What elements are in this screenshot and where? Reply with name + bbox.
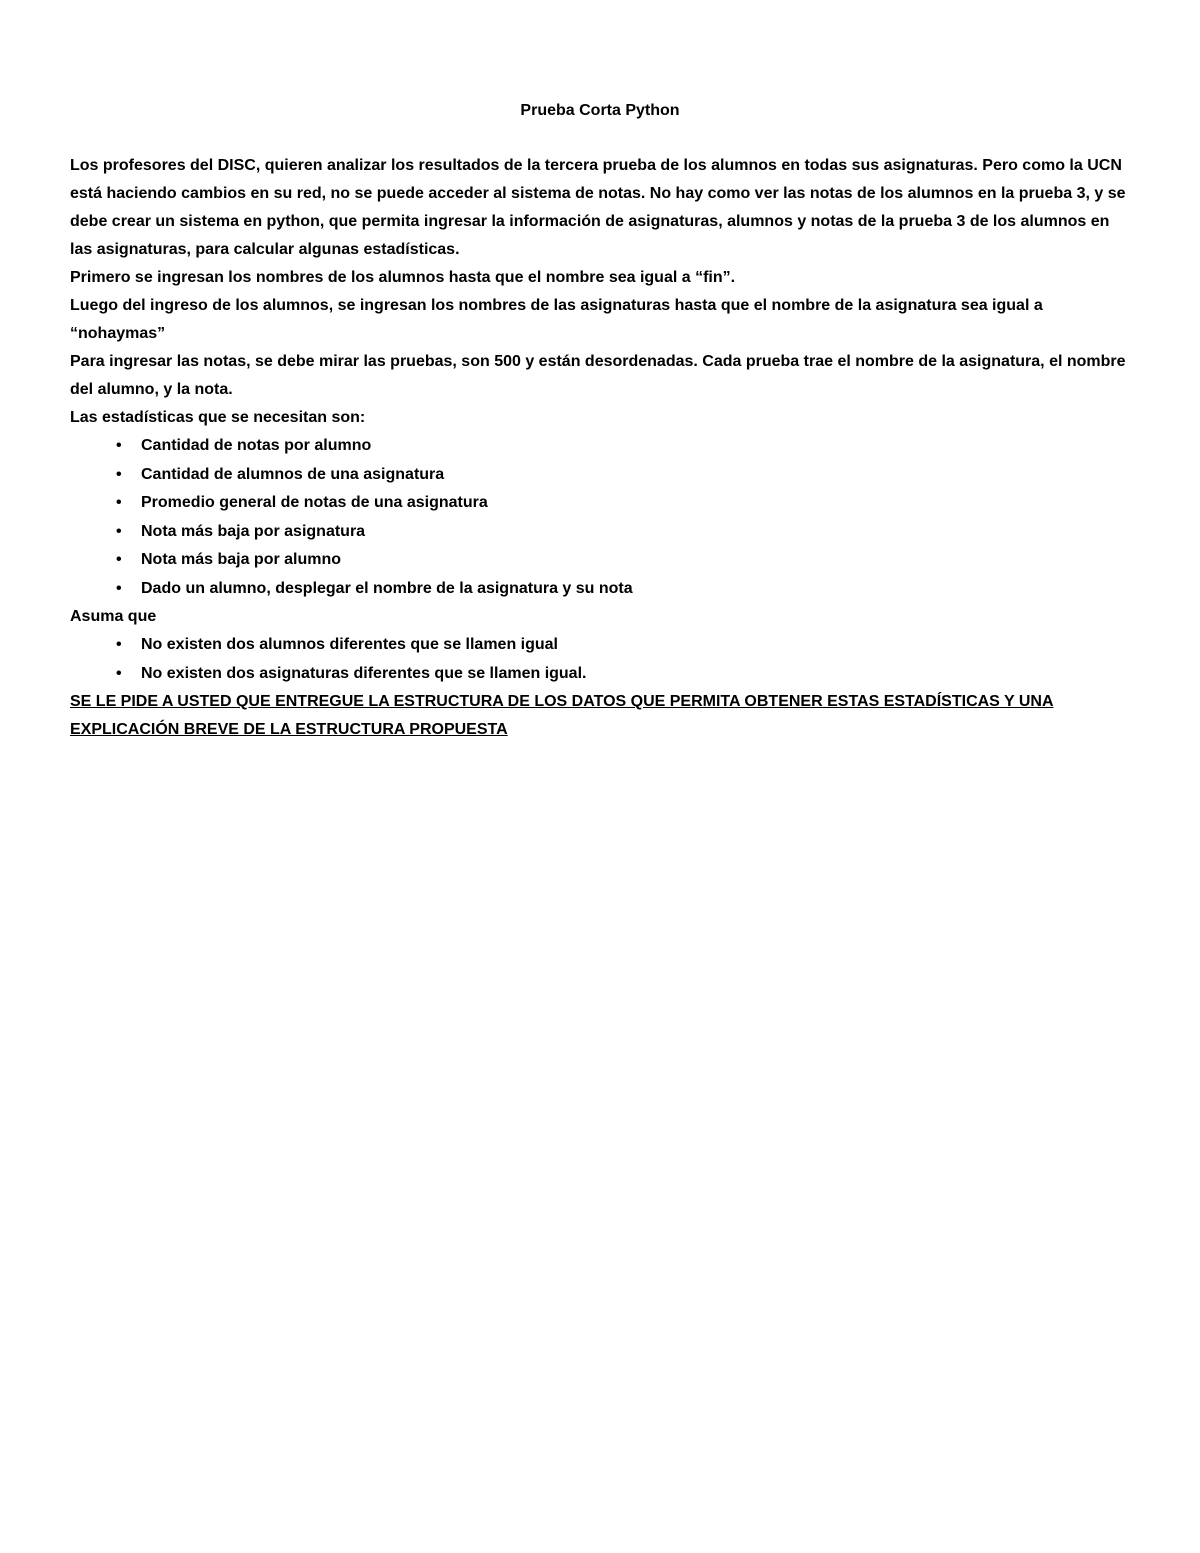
bullet-icon: • [116, 551, 122, 568]
assume-heading: Asuma que [70, 608, 157, 625]
grades-input-paragraph: Para ingresar las notas, se debe mirar las pruebas, son 500 y están desordenadas. Cada prueba trae el nombre de la asignatura, el nombre del alumno, y la nota. [70, 353, 1126, 398]
list-item-text: Nota más baja por alumno [141, 551, 342, 568]
students-input-paragraph: Primero se ingresan los nombres de los alumnos hasta que el nombre sea igual a “fin”. [70, 269, 736, 286]
list-item-text: No existen dos alumnos diferentes que se llamen igual [141, 636, 558, 653]
list-item-text: Promedio general de notas de una asignatura [141, 494, 488, 511]
statistics-list [70, 432, 1135, 603]
intro-paragraph: Los profesores del DISC, quieren analizar los resultados de la tercera prueba de los alumnos en todas sus asignaturas. Pero como la UCN está haciendo cambios en su red, no se puede acceder al sistema de notas. No hay como ver las notas de los alumnos en la prueba 3, y se debe crear un sistema en python, que permita ingresar la información de asignaturas, alumnos y notas de la prueba 3 de los alumnos en las asignaturas, para calcular algunas estadísticas. [70, 157, 1126, 258]
list-item-text: Nota más baja por asignatura [141, 522, 366, 540]
bullet-icon: • [116, 664, 122, 682]
list-item [70, 489, 1135, 518]
task-instruction: SE LE PIDE A USTED QUE ENTREGUE LA ESTRUCTURA DE LOS DATOS QUE PERMITA OBTENER ESTAS ESTADÍSTICAS Y UNA EXPLICACIÓN BREVE DE LA ESTRUCTURA PROPUESTA [70, 693, 1054, 738]
bullet-icon: • [116, 522, 122, 540]
list-item-text: Dado un alumno, desplegar el nombre de la asignatura y su nota [141, 579, 633, 597]
list-item [70, 518, 1135, 547]
list-item [70, 432, 1135, 461]
document-title: Prueba Corta Python [520, 102, 680, 119]
document-body [70, 152, 1135, 744]
list-item-text: No existen dos asignaturas diferentes que se llamen igual. [141, 664, 587, 682]
bullet-icon: • [116, 437, 122, 454]
bullet-icon: • [116, 579, 122, 597]
subjects-input-paragraph: Luego del ingreso de los alumnos, se ingresan los nombres de las asignaturas hasta que el nombre de la asignatura sea igual a “nohaymas” [70, 297, 1043, 342]
list-item [70, 461, 1135, 490]
bullet-icon: • [116, 465, 122, 483]
list-item [70, 631, 1135, 660]
list-item [70, 575, 1135, 604]
statistics-heading: Las estadísticas que se necesitan son: [70, 409, 366, 426]
list-item [70, 546, 1135, 575]
list-item-text: Cantidad de alumnos de una asignatura [141, 465, 445, 483]
list-item [70, 660, 1135, 689]
bullet-icon: • [116, 494, 122, 511]
assumptions-list [70, 631, 1135, 688]
bullet-icon: • [116, 636, 122, 653]
list-item-text: Cantidad de notas por alumno [141, 437, 372, 454]
